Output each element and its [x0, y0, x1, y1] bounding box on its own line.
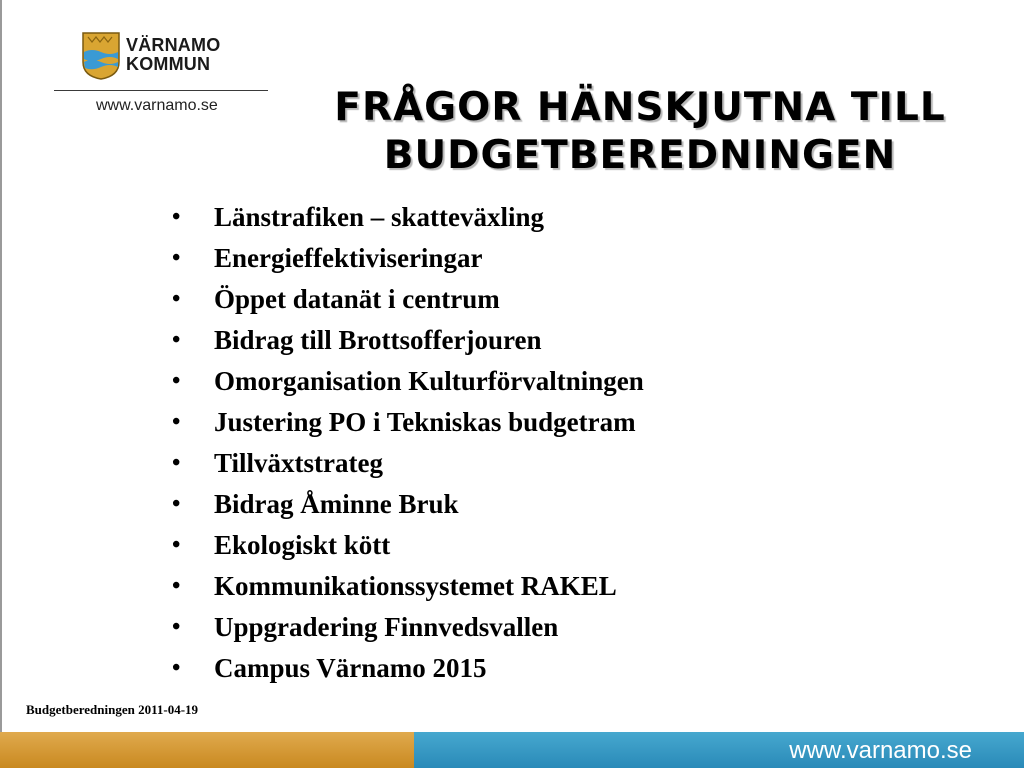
left-edge-rule	[0, 0, 2, 732]
list-item	[168, 443, 644, 484]
coat-of-arms-icon	[82, 32, 120, 80]
list-item-label: Länstrafiken – skatteväxling	[214, 202, 545, 232]
list-item-label: Justering PO i Tekniskas budgetram	[214, 407, 636, 437]
bullet-icon: •	[172, 573, 181, 599]
logo-wordmark	[126, 36, 220, 74]
bullet-icon: •	[172, 204, 181, 230]
list-item-label: Öppet datanät i centrum	[214, 284, 500, 314]
list-item-label: Bidrag till Brottsofferjouren	[214, 325, 542, 355]
footer-band-gold	[0, 732, 414, 768]
logo-divider	[54, 90, 268, 91]
list-item	[168, 525, 644, 566]
slide-title-line-1: FRÅGOR HÄNSKJUTNA TILL	[334, 85, 946, 130]
bullet-list	[168, 197, 644, 689]
bullet-icon: •	[172, 532, 181, 558]
footer-date-note: Budgetberedningen 2011-04-19	[26, 702, 199, 717]
list-item-label: Tillväxtstrateg	[214, 448, 383, 478]
bullet-icon: •	[172, 368, 181, 394]
list-item	[168, 320, 644, 361]
list-item	[168, 607, 644, 648]
bullet-icon: •	[172, 450, 181, 476]
list-item	[168, 402, 644, 443]
bullet-icon: •	[172, 614, 181, 640]
footer-url: www.varnamo.se	[789, 737, 972, 764]
list-item-label: Ekologiskt kött	[214, 530, 391, 560]
list-item-label: Campus Värnamo 2015	[214, 653, 487, 683]
list-item	[168, 238, 644, 279]
logo-line-2: KOMMUN	[126, 54, 211, 74]
list-item	[168, 484, 644, 525]
slide-title-line-2: BUDGETBEREDNINGEN	[383, 133, 897, 178]
bullet-icon: •	[172, 491, 181, 517]
varnamo-kommun-logo	[82, 32, 252, 84]
list-item	[168, 279, 644, 320]
list-item-label: Energieffektiviseringar	[214, 243, 483, 273]
list-item	[168, 197, 644, 238]
bullet-icon: •	[172, 409, 181, 435]
list-item-label: Bidrag Åminne Bruk	[214, 489, 459, 519]
bullet-icon: •	[172, 245, 181, 271]
list-item-label: Kommunikationssystemet RAKEL	[214, 571, 617, 601]
list-item	[168, 566, 644, 607]
list-item	[168, 361, 644, 402]
logo-url: www.varnamo.se	[96, 97, 218, 114]
bullet-icon: •	[172, 655, 181, 681]
bullet-icon: •	[172, 286, 181, 312]
slide-title	[290, 84, 990, 180]
list-item-label: Uppgradering Finnvedsvallen	[214, 612, 559, 642]
logo-line-1: VÄRNAMO	[126, 35, 221, 55]
list-item	[168, 648, 644, 689]
list-item-label: Omorganisation Kulturförvaltningen	[214, 366, 644, 396]
bullet-icon: •	[172, 327, 181, 353]
